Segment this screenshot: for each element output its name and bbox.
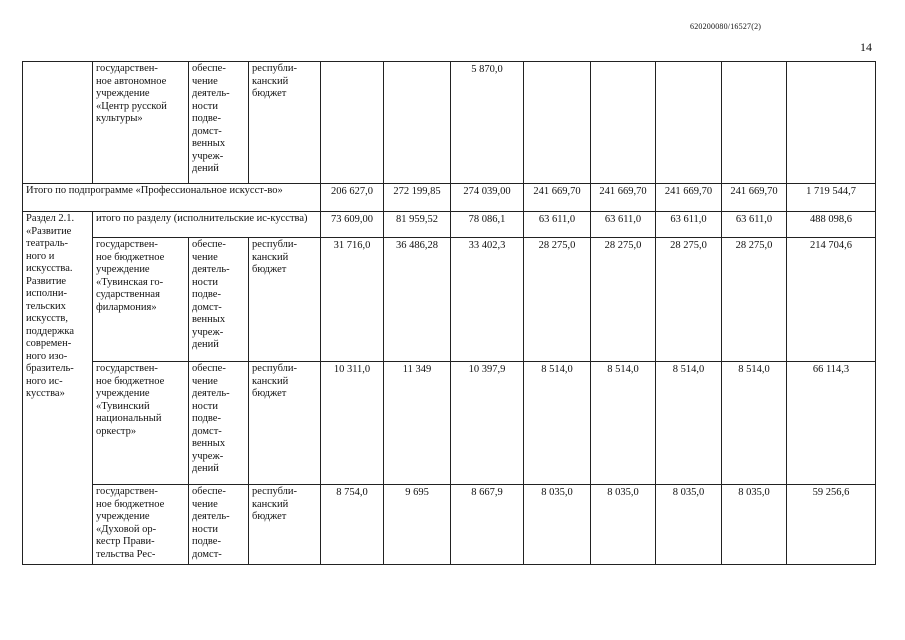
value-cell [787,62,876,184]
value-cell: 274 039,00 [451,184,524,212]
subprogram-total-label: Итого по подпрограмме «Профессиональное искусст-во» [23,184,321,212]
value-cell: 10 397,9 [451,362,524,485]
table-row [23,238,876,362]
source-cell: республи- канский бюджет [249,62,321,184]
value-cell: 214 704,6 [787,238,876,362]
value-cell: 241 669,70 [524,184,591,212]
value-cell: 8 035,0 [524,485,591,565]
value-cell: 28 275,0 [722,238,787,362]
section-cell-empty [23,62,93,184]
source-cell: республи- канский бюджет [249,362,321,485]
page-number: 14 [860,40,872,54]
value-cell: 8 514,0 [524,362,591,485]
value-cell: 81 959,52 [384,212,451,238]
table-row [23,62,876,184]
value-cell: 8 754,0 [321,485,384,565]
value-cell [591,62,656,184]
value-cell: 206 627,0 [321,184,384,212]
value-cell [321,62,384,184]
value-cell [384,62,451,184]
value-cell: 8 667,9 [451,485,524,565]
value-cell: 78 086,1 [451,212,524,238]
section-total-label: итого по разделу (исполнительские ис-кусства) [93,212,321,238]
value-cell: 8 514,0 [656,362,722,485]
value-cell: 5 870,0 [451,62,524,184]
purpose-cell: обеспе- чение деятель- ности подве- домст- венных учреж- дений [189,62,249,184]
institution-cell: государствен- ное бюджетное учреждение «Духовой ор- кестр Прави- тельства Рес- [93,485,189,565]
value-cell: 10 311,0 [321,362,384,485]
value-cell: 8 514,0 [722,362,787,485]
value-cell: 8 035,0 [722,485,787,565]
table-row [23,362,876,485]
value-cell: 63 611,0 [524,212,591,238]
value-cell: 31 716,0 [321,238,384,362]
table-row [23,212,876,238]
value-cell: 63 611,0 [656,212,722,238]
value-cell: 241 669,70 [656,184,722,212]
value-cell: 9 695 [384,485,451,565]
value-cell: 59 256,6 [787,485,876,565]
institution-cell: государствен- ное автономное учреждение «Центр русской культуры» [93,62,189,184]
institution-cell: государствен- ное бюджетное учреждение «Тувинская го- сударственная филармония» [93,238,189,362]
source-cell: республи- канский бюджет [249,238,321,362]
value-cell: 66 114,3 [787,362,876,485]
purpose-cell: обеспе- чение деятель- ности подве- домст- [189,485,249,565]
table-row [23,184,876,212]
table-row [23,485,876,565]
value-cell: 8 035,0 [656,485,722,565]
value-cell: 28 275,0 [524,238,591,362]
value-cell: 11 349 [384,362,451,485]
value-cell: 73 609,00 [321,212,384,238]
value-cell: 28 275,0 [591,238,656,362]
value-cell [524,62,591,184]
value-cell: 8 035,0 [591,485,656,565]
value-cell: 488 098,6 [787,212,876,238]
value-cell [722,62,787,184]
institution-cell: государствен- ное бюджетное учреждение «Тувинский национальный оркестр» [93,362,189,485]
value-cell [656,62,722,184]
value-cell: 241 669,70 [722,184,787,212]
value-cell: 63 611,0 [722,212,787,238]
value-cell: 36 486,28 [384,238,451,362]
value-cell: 63 611,0 [591,212,656,238]
section-label: Раздел 2.1. «Развитие театраль- ного и искусства. Развитие исполни- тельских искусств, поддержка современ- ного изо- бразитель- ного ис- кусства» [23,212,93,565]
value-cell: 272 199,85 [384,184,451,212]
value-cell: 8 514,0 [591,362,656,485]
value-cell: 1 719 544,7 [787,184,876,212]
budget-table [22,61,876,565]
value-cell: 33 402,3 [451,238,524,362]
purpose-cell: обеспе- чение деятель- ности подве- домст- венных учреж- дений [189,238,249,362]
purpose-cell: обеспе- чение деятель- ности подве- домст- венных учреж- дений [189,362,249,485]
value-cell: 241 669,70 [591,184,656,212]
document-code: 620200080/16527(2) [690,22,762,31]
source-cell: республи- канский бюджет [249,485,321,565]
value-cell: 28 275,0 [656,238,722,362]
